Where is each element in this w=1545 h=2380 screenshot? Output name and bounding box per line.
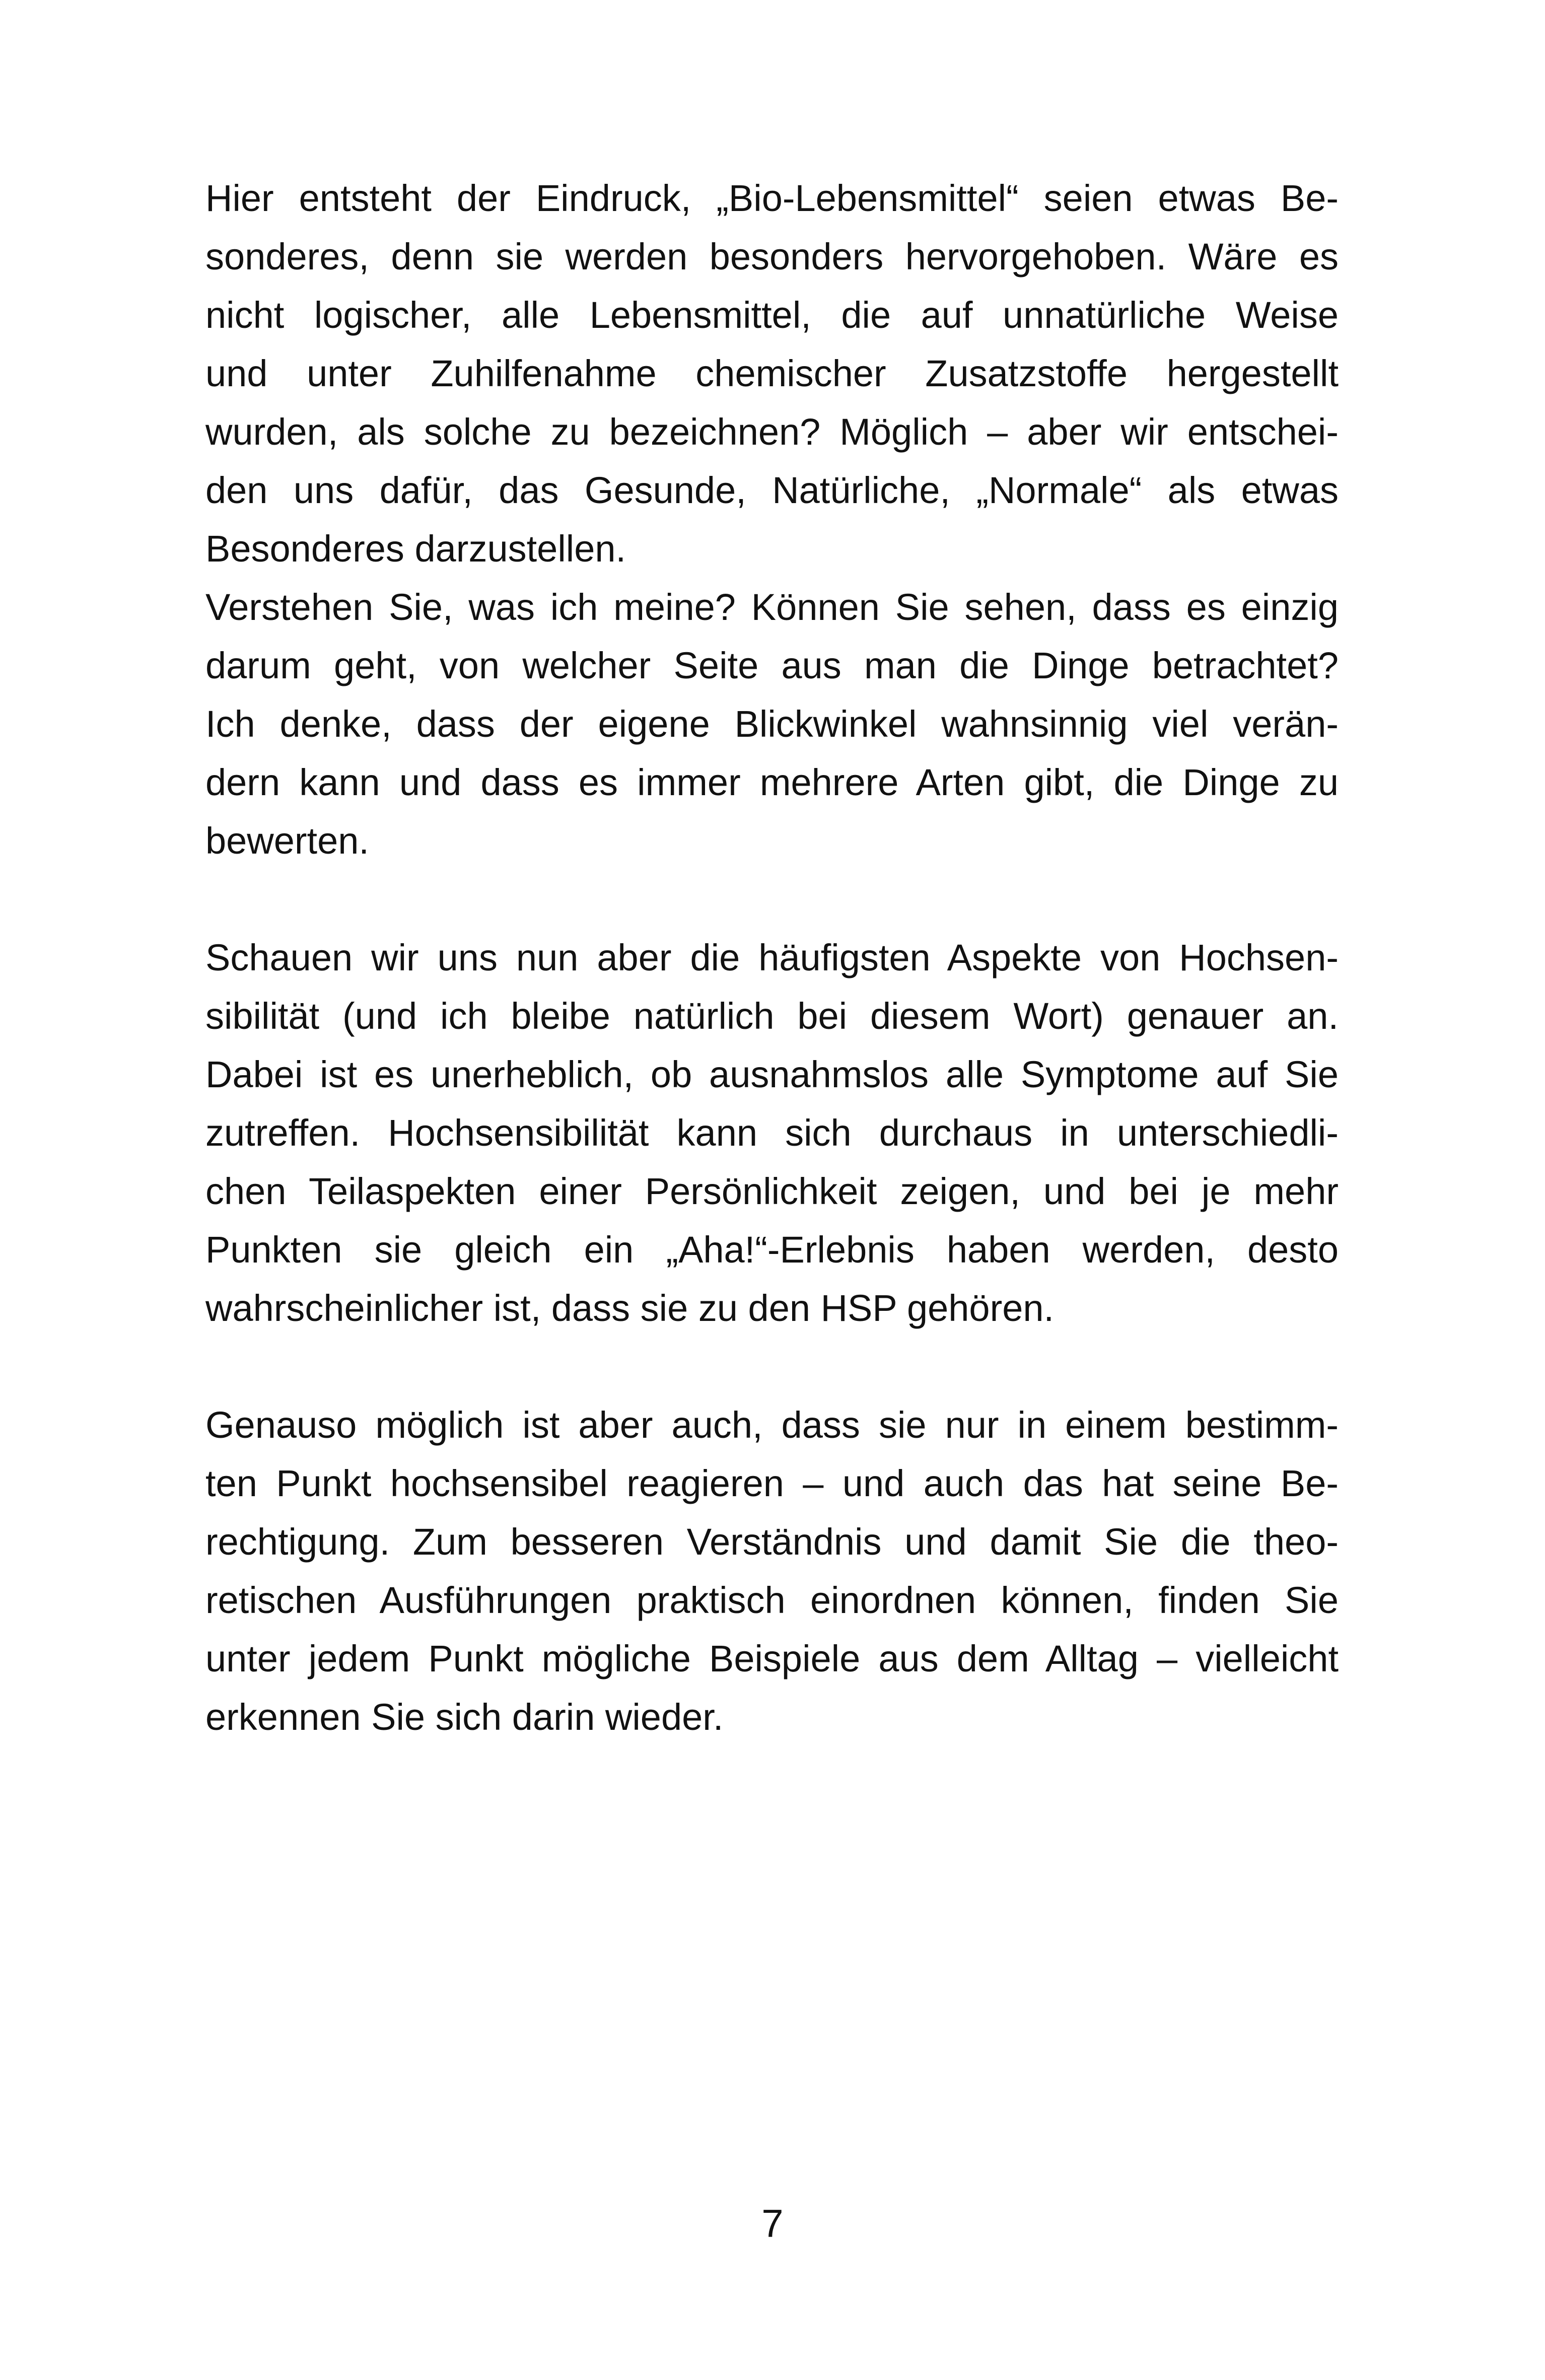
text-line: Ich denke, dass der eigene Blickwinkel wahnsinnig viel verän- — [205, 703, 1339, 745]
text-line: Punkten sie gleich ein „Aha!“-Erlebnis haben werden, desto — [205, 1229, 1339, 1271]
text-line: zutreffen. Hochsensibilität kann sich durchaus in unterschiedli- — [205, 1112, 1339, 1154]
text-line: Hier entsteht der Eindruck, „Bio-Lebensmittel“ seien etwas Be- — [205, 177, 1339, 219]
text-line: den uns dafür, das Gesunde, Natürliche, „Normale“ als etwas — [205, 469, 1339, 511]
text-line: sibilität (und ich bleibe natürlich bei diesem Wort) genauer an. — [205, 995, 1339, 1037]
text-line: erkennen Sie sich darin wieder. — [205, 1696, 724, 1738]
text-line: ten Punkt hochsensibel reagieren – und auch das hat seine Be- — [205, 1462, 1339, 1504]
text-line: Besonderes darzustellen. — [205, 528, 626, 570]
text-line: dern kann und dass es immer mehrere Arten gibt, die Dinge zu — [205, 761, 1339, 803]
text-line: Genauso möglich ist aber auch, dass sie nur in einem bestimm- — [205, 1404, 1339, 1446]
text-line: rechtigung. Zum besseren Verständnis und damit Sie die theo- — [205, 1521, 1339, 1563]
text-line: unter jedem Punkt mögliche Beispiele aus dem Alltag – vielleicht — [205, 1638, 1339, 1679]
text-line: Dabei ist es unerheblich, ob ausnahmslos alle Symptome auf Sie — [205, 1054, 1339, 1095]
text-line: nicht logischer, alle Lebensmittel, die auf unnatürliche Weise — [205, 294, 1339, 336]
text-line: Verstehen Sie, was ich meine? Können Sie sehen, dass es einzig — [205, 586, 1339, 628]
text-line: sonderes, denn sie werden besonders hervorgehoben. Wäre es — [205, 236, 1339, 277]
text-line: chen Teilaspekten einer Persönlichkeit zeigen, und bei je mehr — [205, 1170, 1339, 1212]
text-line: und unter Zuhilfenahme chemischer Zusatzstoffe hergestellt — [205, 353, 1339, 394]
page-number: 7 — [761, 2201, 784, 2246]
text-line: wurden, als solche zu bezeichnen? Möglich – aber wir entschei- — [205, 411, 1339, 453]
text-line: retischen Ausführungen praktisch einordnen können, finden Sie — [205, 1579, 1339, 1621]
text-line: Schauen wir uns nun aber die häufigsten Aspekte von Hochsen- — [205, 937, 1339, 978]
text-line: wahrscheinlicher ist, dass sie zu den HSP gehören. — [205, 1287, 1055, 1329]
text-line: bewerten. — [205, 820, 369, 862]
text-line: darum geht, von welcher Seite aus man die Dinge betrachtet? — [205, 645, 1339, 686]
